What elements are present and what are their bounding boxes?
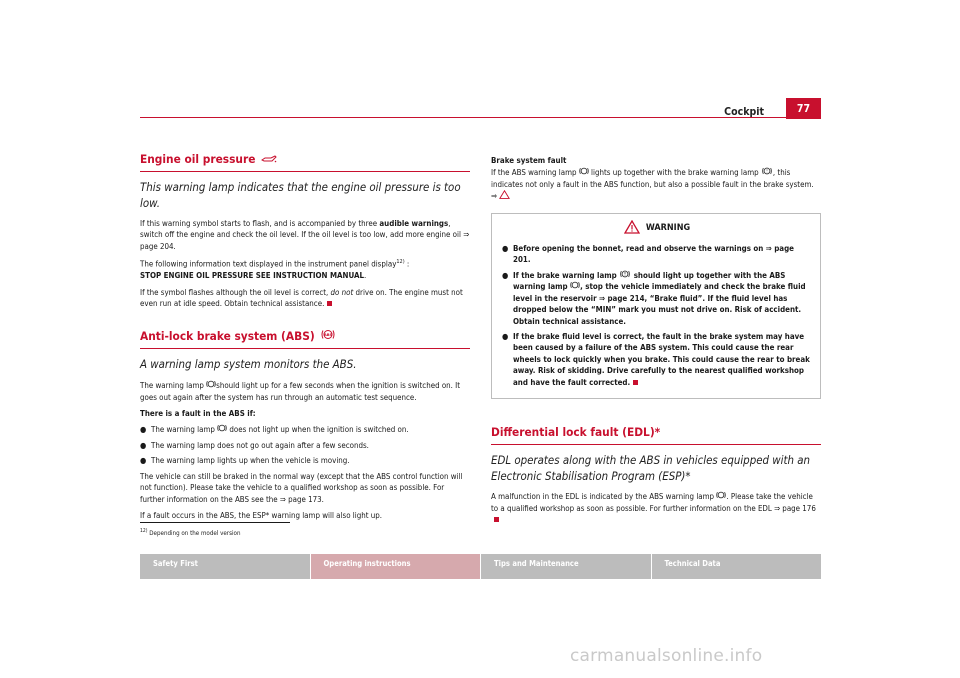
list-item: ● The warning lamp lights up when the vehicle is moving. [140,456,350,466]
footer-tab-technical-data[interactable]: Technical Data [652,554,822,579]
section-heading: Differential lock fault (EDL)* [491,425,661,440]
footer-tab-safety-first[interactable]: Safety First [140,554,310,579]
svg-text:ABS: ABS [323,333,332,338]
paragraph: If the ABS warning lamp lights up together with the brake warning lamp ! , this indicates not only a fault in the ABS function, but also a possible fault in the brake system. ⇒ [491,168,814,202]
footer-tab-operating-instructions[interactable]: Operating instructions [311,554,481,579]
brake-lamp-icon [761,167,773,178]
chapter-title: Cockpit [724,106,764,118]
abs-lamp-icon [217,424,227,435]
section-engine-oil [140,152,470,309]
section-heading: Anti-lock brake system (ABS) ABS [140,329,470,343]
page-number: 77 [786,98,821,119]
left-column [140,152,470,526]
brake-lamp-icon [619,270,631,281]
paragraph: The vehicle can still be braked in the normal way (except that the ABS control function will not function). Please take the vehicle to a qualified workshop as soon as possible. For further information on the ABS see the ⇒ page 173. [140,471,463,504]
footer-tab-tips-and-maintenance[interactable]: Tips and Maintenance [481,554,651,579]
bullet-icon: ● [140,425,147,435]
header-rule [140,117,821,118]
section-rule [140,348,470,349]
section-rule [491,444,821,445]
section-brake-fault [491,155,821,203]
bullet-icon: ● [502,243,509,253]
section-intro: A warning lamp system monitors the ABS. [140,357,357,372]
section-intro: EDL operates along with the ABS in vehicles equipped with an Electronic Stabilisation Program (ESP)* [491,453,811,483]
section-heading: Engine oil pressure [140,152,470,166]
section-edl [491,425,821,525]
bullet-icon: ● [140,456,147,466]
right-column [491,155,821,531]
abs-lamp-icon [206,380,216,391]
end-mark [327,301,332,306]
section-abs [140,329,470,521]
warning-header: WARNING [502,220,812,237]
section-intro: This warning lamp indicates that the engine oil pressure is too low. [140,180,461,210]
bullet-icon: ● [140,441,147,450]
list-item: ● If the brake fluid level is correct, the fault in the brake system may have been caused by a failure of the ABS system. This could cause the rear wheels to lock quickly when you brake. This could cause the rear to break away. Risk of skidding. Drive carefully to the nearest qualified workshop and have the fault corrected. [502,332,810,387]
subheading: Brake system fault [491,156,567,165]
list-item: ● Before opening the bonnet, read and observe the warnings on ⇒ page 201. [502,243,794,265]
paragraph: If a fault occurs in the ABS, the ESP* warning lamp will also light up. [140,511,383,521]
list-item: ● If the brake warning lamp ! should light up together with the ABS warning lamp , stop the vehicle immediately and check the brake fluid level in the reservoir ⇒ page 214, “Brake fluid”. If the fluid level has dropped below the “MIN” mark you must not drive on. Risk of accident. Obtain technical assistance. [502,270,806,326]
warning-box [491,213,821,399]
fault-heading: There is a fault in the ABS if: [140,408,256,418]
end-mark [633,380,638,385]
paragraph: A malfunction in the EDL is indicated by the ABS warning lamp . Please take the vehicle to a qualified workshop as soon as possible. For further information on the EDL ⇒ page 176 [491,491,821,525]
footnote-rule [140,522,290,523]
abs-warning-icon [321,329,335,343]
footnote: $^{12)}$ Depending on the model version [140,528,241,538]
paragraph: The warning lamp should light up for a few seconds when the ignition is switched on. It goes out again after the system has run through an automatic test sequence. [140,381,461,402]
list-item: ● The warning lamp does not go out again after a few seconds. [140,441,369,450]
oil-can-icon [261,152,277,166]
paragraph: If the symbol flashes although the oil level is correct, do not drive on. The engine must not even run at idle speed. Obtain technical assistance. [140,287,463,309]
watermark: carmanualsonline.info [570,646,763,666]
abs-lamp-icon [579,167,589,178]
paragraph: If this warning symbol starts to flash, and is accompanied by three audible warnings, switch off the engine and check the oil level. If the oil level is too low, add more engine oil ⇒ page 204. [140,219,470,251]
warning-triangle-icon [499,190,510,202]
abs-lamp-icon [716,491,726,502]
paragraph: The following information text displayed in the instrument panel display$^{12)}$ : STOP ENGINE OIL PRESSURE SEE INSTRUCTION MANUAL. [140,259,410,281]
bullet-icon: ● [502,332,509,342]
warning-triangle-icon [624,220,640,237]
bullet-icon: ● [502,270,509,280]
list-item: ● The warning lamp does not light up when the ignition is switched on. [140,425,409,435]
abs-lamp-icon [570,281,580,292]
section-rule [140,171,470,172]
svg-text:!: ! [624,272,627,278]
end-mark [494,517,499,522]
footer-nav [140,554,821,579]
svg-text:!: ! [766,169,768,175]
